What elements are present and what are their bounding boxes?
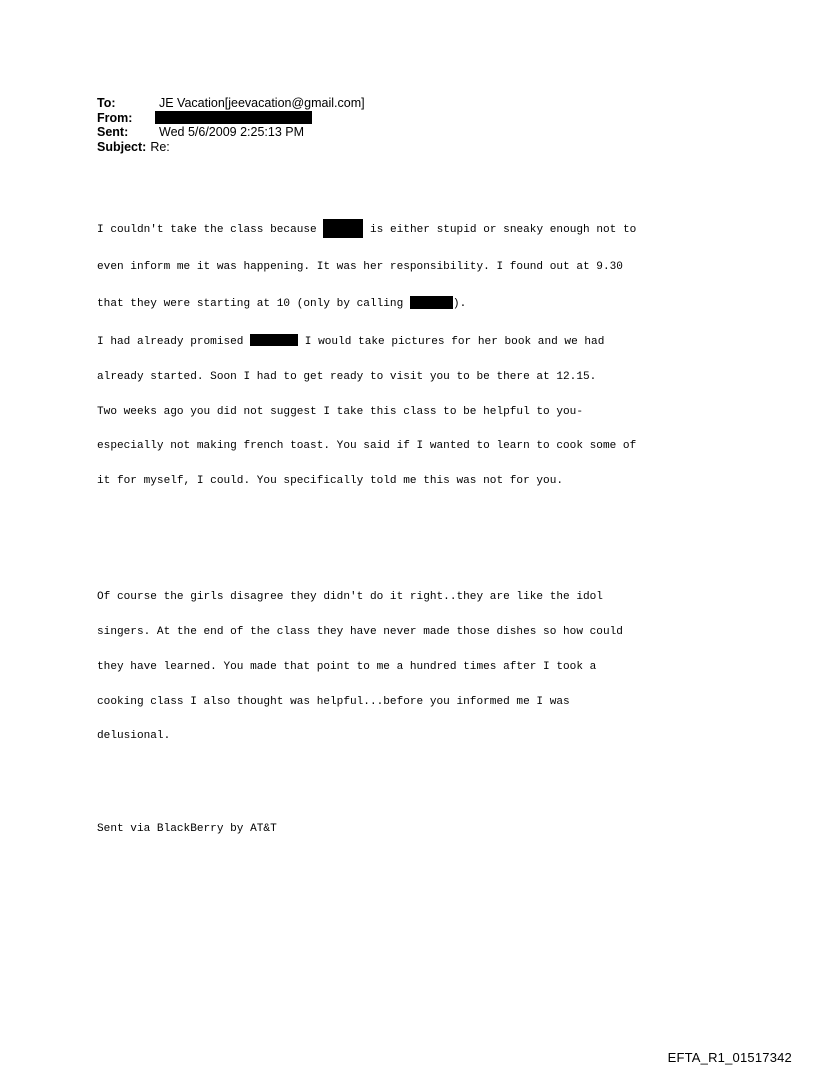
- email-header: [97, 96, 365, 154]
- paragraph-2: [97, 569, 636, 766]
- signature: Sent via BlackBerry by AT&T: [97, 823, 277, 836]
- line-text: I would take pictures for her book and we had: [298, 336, 605, 349]
- line-text: ).: [452, 298, 467, 311]
- subject-row: [97, 140, 365, 155]
- body-line: they have learned. You made that point to me a hundred times after I took a: [97, 660, 597, 673]
- paragraph-gap: [97, 534, 636, 546]
- line-text: I couldn't take the class because: [97, 224, 324, 237]
- body-line: it for myself, I could. You specifically told me this was not for you.: [97, 475, 564, 488]
- sent-value: Wed 5/6/2009 2:25:13 PM: [159, 125, 305, 139]
- body-line: Two weeks ago you did not suggest I take this class to be helpful to you-: [97, 405, 583, 418]
- line-text: is either stupid or sneaky enough not to: [363, 224, 637, 237]
- body-line: especially not making french toast. You said if I wanted to learn to cook some of: [97, 440, 637, 453]
- from-redaction: [155, 111, 312, 124]
- from-row: [97, 111, 365, 126]
- document-id: EFTA_R1_01517342: [667, 1050, 792, 1065]
- name-redaction: [250, 334, 298, 346]
- subject-label: Subject:: [97, 139, 147, 154]
- body-line: cooking class I also thought was helpful...before you informed me I was: [97, 695, 570, 708]
- paragraph-1: [97, 196, 636, 511]
- to-value: JE Vacation[jeevacation@gmail.com]: [159, 96, 365, 110]
- name-redaction: [323, 219, 363, 238]
- body-line: [97, 219, 636, 238]
- body-line: even inform me it was happening. It was her responsibility. I found out at 9.30: [97, 260, 623, 273]
- from-label: From:: [97, 110, 133, 125]
- body-line: [97, 334, 636, 349]
- body-line: singers. At the end of the class they have never made those dishes so how could: [97, 625, 623, 638]
- sent-row: [97, 125, 365, 140]
- line-text: that they were starting at 10 (only by calling: [97, 298, 410, 311]
- body-line: delusional.: [97, 730, 171, 743]
- paragraph-gap: [97, 789, 636, 801]
- email-body: [97, 173, 636, 847]
- to-row: [97, 96, 365, 111]
- to-label: To:: [97, 96, 116, 110]
- line-text: I had already promised: [97, 336, 251, 349]
- subject-value: Re:: [150, 139, 170, 154]
- name-redaction: [410, 296, 453, 309]
- body-line: Of course the girls disagree they didn't do it right..they are like the idol: [97, 591, 603, 604]
- body-line: already started. Soon I had to get ready to visit you to be there at 12.15.: [97, 370, 597, 383]
- sent-label: Sent:: [97, 125, 129, 139]
- body-line: [97, 296, 636, 311]
